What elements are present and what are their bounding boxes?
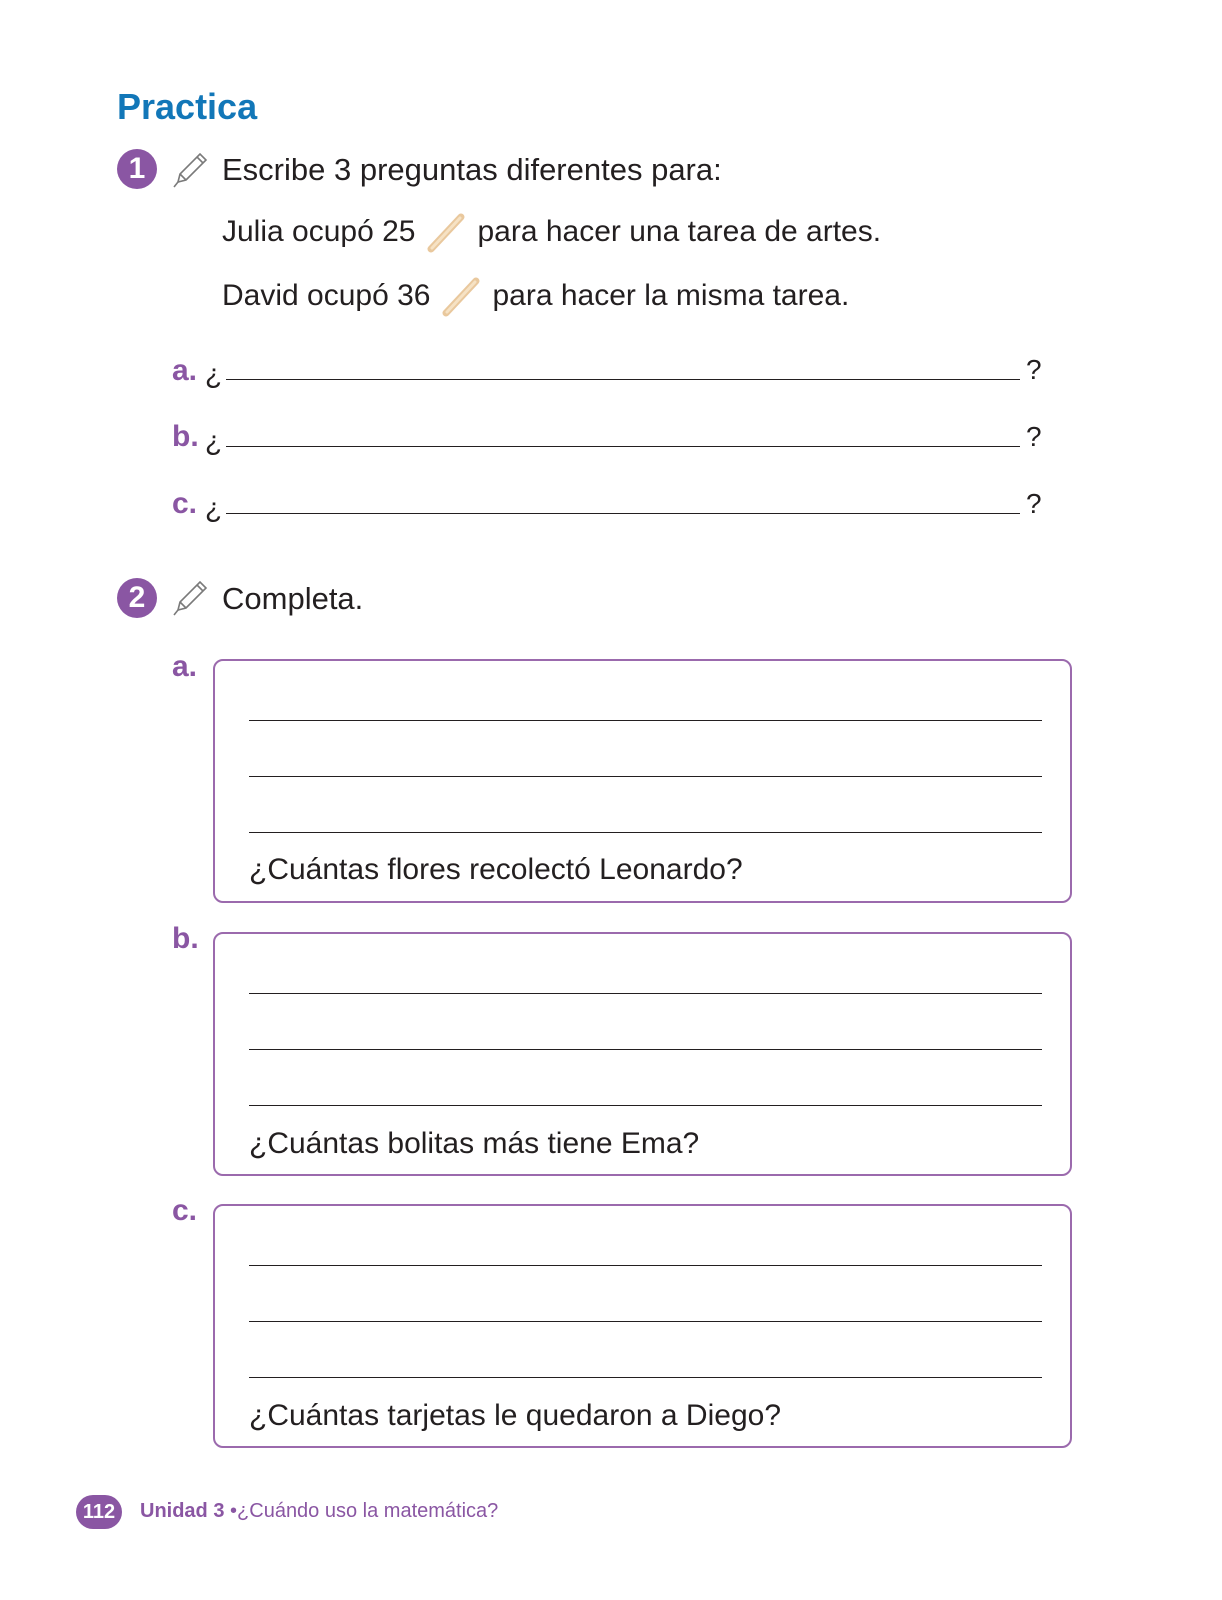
- exercise-2-instruction: Completa.: [222, 581, 364, 616]
- section-title: Practica: [117, 86, 258, 127]
- exercise-2-badge: 2: [117, 578, 157, 618]
- exercise-1-instruction: Escribe 3 preguntas diferentes para:: [222, 152, 722, 187]
- answer-box-b: [213, 932, 1072, 1176]
- box-c-question: ¿Cuántas tarjetas le quedaron a Diego?: [249, 1399, 782, 1432]
- question-b-label: b.: [172, 420, 199, 453]
- statement-julia: [222, 212, 881, 254]
- writing-line[interactable]: [249, 1377, 1042, 1378]
- writing-line[interactable]: [249, 776, 1042, 777]
- statement-david-start: David ocupó 36: [222, 278, 431, 312]
- question-c-close: ?: [1026, 488, 1042, 519]
- question-c-label: c.: [172, 487, 198, 520]
- box-c-label: c.: [172, 1194, 198, 1227]
- question-a-label: a.: [172, 354, 198, 387]
- exercise-1-badge: 1: [117, 149, 157, 189]
- statement-david-end: para hacer la misma tarea.: [492, 278, 850, 312]
- popsicle-stick-icon: [425, 212, 467, 254]
- question-a-open: ¿: [205, 358, 223, 389]
- answer-box-a: [213, 659, 1072, 903]
- writing-line[interactable]: [249, 993, 1042, 994]
- box-b-question: ¿Cuántas bolitas más tiene Ema?: [249, 1127, 700, 1160]
- page-number: 112: [76, 1495, 122, 1529]
- footer-unit-line: [140, 1500, 498, 1523]
- pencil-icon: [170, 150, 210, 190]
- question-b-open: ¿: [205, 425, 223, 456]
- box-a-question: ¿Cuántas flores recolectó Leonardo?: [249, 853, 743, 886]
- question-c-open: ¿: [205, 492, 223, 523]
- footer-unit: Unidad 3: [140, 1500, 225, 1522]
- question-c-answer-line[interactable]: [226, 513, 1020, 514]
- writing-line[interactable]: [249, 1105, 1042, 1106]
- popsicle-stick-icon: [440, 276, 482, 318]
- statement-david: [222, 276, 849, 318]
- statement-julia-end: para hacer una tarea de artes.: [477, 214, 882, 248]
- writing-line[interactable]: [249, 832, 1042, 833]
- footer-separator: •: [230, 1500, 238, 1522]
- box-b-label: b.: [172, 922, 199, 955]
- writing-line[interactable]: [249, 1321, 1042, 1322]
- box-a-label: a.: [172, 650, 198, 683]
- question-b-answer-line[interactable]: [226, 446, 1020, 447]
- writing-line[interactable]: [249, 720, 1042, 721]
- footer-subtitle: ¿Cuándo uso la matemática?: [237, 1500, 499, 1522]
- pencil-icon: [170, 578, 210, 618]
- writing-line[interactable]: [249, 1265, 1042, 1266]
- question-a-close: ?: [1026, 354, 1042, 385]
- question-b-close: ?: [1026, 421, 1042, 452]
- writing-line[interactable]: [249, 1049, 1042, 1050]
- answer-box-c: [213, 1204, 1072, 1448]
- question-a-answer-line[interactable]: [226, 379, 1020, 380]
- statement-julia-start: Julia ocupó 25: [222, 214, 416, 248]
